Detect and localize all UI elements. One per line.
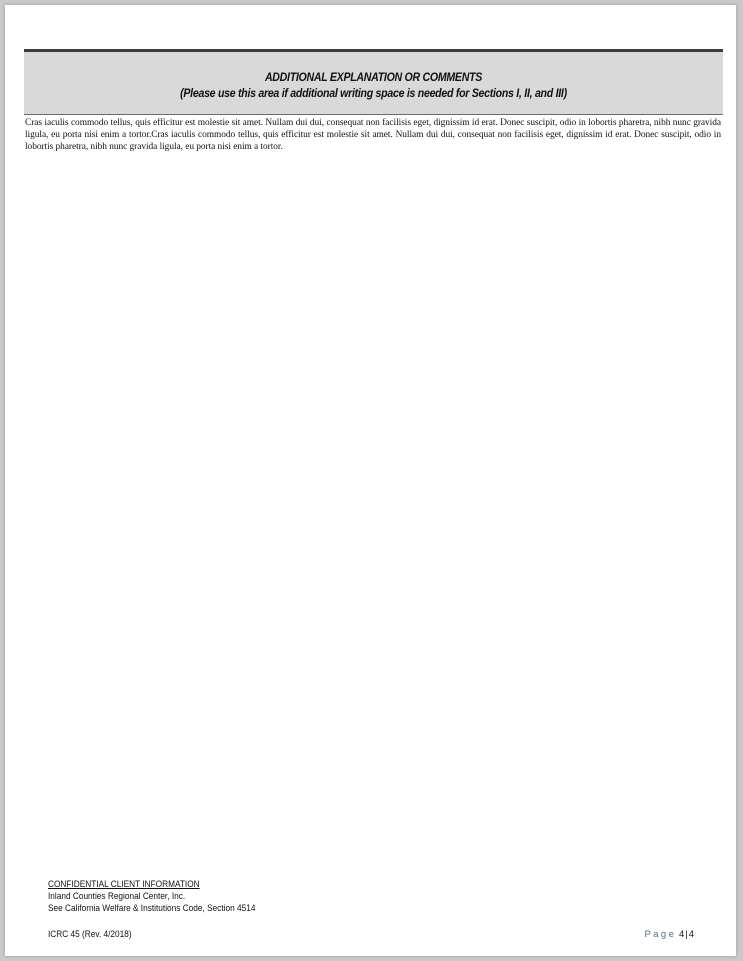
page-current: 4 (678, 929, 685, 940)
organization-name: Inland Counties Regional Center, Inc. (48, 891, 186, 901)
page-separator: | (685, 929, 688, 940)
page-total: 4 (688, 929, 694, 940)
page-word: Page (644, 929, 677, 940)
footer-confidential-block (48, 878, 255, 914)
code-reference: See California Welfare & Institutions Code, Section 4514 (48, 903, 256, 913)
section-subtitle: (Please use this area if additional writing space is needed for Sections I, II, and III) (180, 88, 567, 100)
page-number (645, 929, 695, 940)
form-id: ICRC 45 (Rev. 4/2018) (48, 929, 132, 939)
confidential-label: CONFIDENTIAL CLIENT INFORMATION (48, 879, 200, 889)
section-header (24, 49, 723, 115)
document-page (5, 5, 736, 956)
comments-text-area[interactable]: Cras iaculis commodo tellus, quis efficitur est molestie sit amet. Nullam dui dui, consequat non facilisis eget, dignissim id erat. Donec suscipit, odio in lobortis pharetra, nibh nunc gravida ligula, eu porta nisi enim a tortor.Cras iaculis commodo tellus, quis efficitur est molestie sit amet. Nullam dui dui, consequat non facilisis eget, dignissim id erat. Donec suscipit, odio in lobortis pharetra, nibh nunc gravida ligula, eu porta nisi enim a tortor. (25, 118, 721, 152)
section-title: ADDITIONAL EXPLANATION OR COMMENTS (264, 72, 483, 84)
